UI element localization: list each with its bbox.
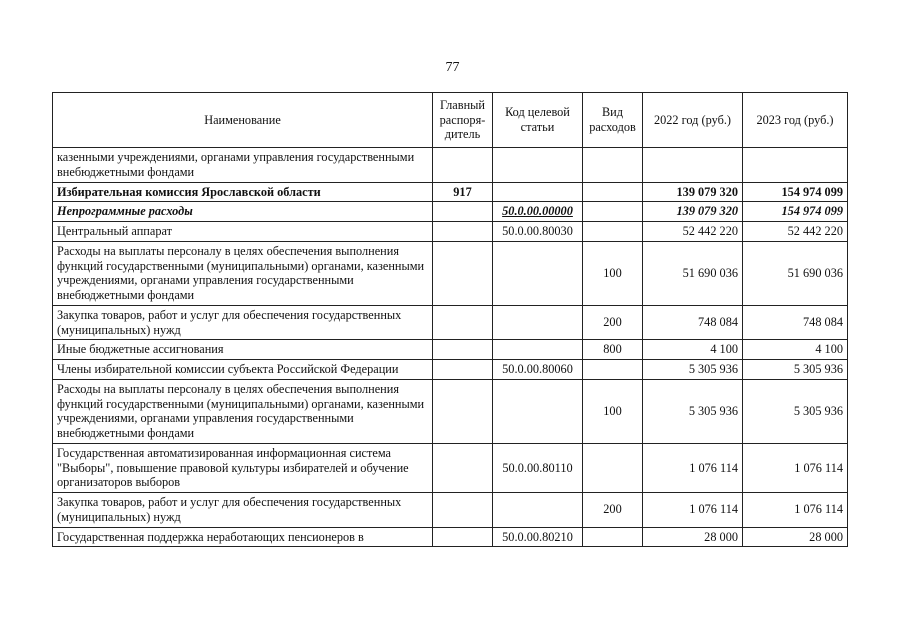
row-manager	[433, 202, 493, 222]
row-expense-type	[583, 443, 643, 492]
header-manager: Главный распоря-дитель	[433, 93, 493, 148]
row-2023: 1 076 114	[743, 493, 848, 528]
table-row	[53, 360, 848, 380]
row-code: 50.0.00.00000	[493, 202, 583, 222]
table-row	[53, 202, 848, 222]
row-name: Избирательная комиссия Ярославской области	[53, 182, 433, 202]
row-manager	[433, 527, 493, 547]
row-manager	[433, 493, 493, 528]
page-number: 77	[445, 60, 460, 75]
row-2022: 5 305 936	[643, 379, 743, 443]
row-manager	[433, 222, 493, 242]
row-code	[493, 241, 583, 305]
row-code	[493, 148, 583, 183]
header-name: Наименование	[53, 93, 433, 148]
row-manager	[433, 148, 493, 183]
row-name: казенными учреждениями, органами управления государственными внебюджетными фондами	[53, 148, 433, 183]
row-manager	[433, 443, 493, 492]
table-row	[53, 443, 848, 492]
table-row	[53, 305, 848, 340]
row-expense-type	[583, 148, 643, 183]
row-2023: 52 442 220	[743, 222, 848, 242]
row-name: Государственная поддержка неработающих пенсионеров в	[53, 527, 433, 547]
row-code: 50.0.00.80210	[493, 527, 583, 547]
row-2023	[743, 148, 848, 183]
row-2022: 1 076 114	[643, 493, 743, 528]
table-row	[53, 222, 848, 242]
row-2022: 139 079 320	[643, 182, 743, 202]
row-expense-type	[583, 360, 643, 380]
row-2023: 748 084	[743, 305, 848, 340]
row-expense-type	[583, 527, 643, 547]
row-2022: 1 076 114	[643, 443, 743, 492]
row-expense-type	[583, 202, 643, 222]
row-name: Непрограммные расходы	[53, 202, 433, 222]
row-2022	[643, 148, 743, 183]
header-2023: 2023 год (руб.)	[743, 93, 848, 148]
row-expense-type: 100	[583, 241, 643, 305]
row-expense-type: 100	[583, 379, 643, 443]
table-row	[53, 241, 848, 305]
row-code: 50.0.00.80060	[493, 360, 583, 380]
row-expense-type	[583, 182, 643, 202]
table-row	[53, 148, 848, 183]
row-code	[493, 379, 583, 443]
row-code	[493, 340, 583, 360]
header-code: Код целевой статьи	[493, 93, 583, 148]
header-expense-type: Вид расходов	[583, 93, 643, 148]
row-name: Закупка товаров, работ и услуг для обеспечения государственных (муниципальных) нужд	[53, 493, 433, 528]
table-row	[53, 340, 848, 360]
table-row	[53, 493, 848, 528]
row-manager	[433, 360, 493, 380]
row-manager	[433, 340, 493, 360]
row-code: 50.0.00.80030	[493, 222, 583, 242]
row-code: 50.0.00.80110	[493, 443, 583, 492]
header-2022: 2022 год (руб.)	[643, 93, 743, 148]
row-manager	[433, 305, 493, 340]
row-code	[493, 493, 583, 528]
row-2022: 139 079 320	[643, 202, 743, 222]
row-manager	[433, 241, 493, 305]
row-2022: 28 000	[643, 527, 743, 547]
table-row	[53, 527, 848, 547]
row-expense-type	[583, 222, 643, 242]
row-manager	[433, 379, 493, 443]
budget-table	[52, 92, 848, 547]
row-name: Иные бюджетные ассигнования	[53, 340, 433, 360]
row-expense-type: 200	[583, 305, 643, 340]
row-name: Закупка товаров, работ и услуг для обеспечения государственных (муниципальных) нужд	[53, 305, 433, 340]
row-2023: 51 690 036	[743, 241, 848, 305]
row-expense-type: 800	[583, 340, 643, 360]
row-name: Государственная автоматизированная информационная система "Выборы", повышение правовой культуры избирателей и обучение организаторов выборов	[53, 443, 433, 492]
row-2022: 52 442 220	[643, 222, 743, 242]
row-2023: 28 000	[743, 527, 848, 547]
row-expense-type: 200	[583, 493, 643, 528]
row-2023: 1 076 114	[743, 443, 848, 492]
row-2023: 154 974 099	[743, 182, 848, 202]
row-name: Расходы на выплаты персоналу в целях обеспечения выполнения функций государственными (муниципальными) органами, казенными учреждениями, органами управления государственными внебюджетными фондами	[53, 379, 433, 443]
row-manager: 917	[433, 182, 493, 202]
row-2023: 5 305 936	[743, 360, 848, 380]
table-row	[53, 379, 848, 443]
table-row	[53, 182, 848, 202]
row-2023: 5 305 936	[743, 379, 848, 443]
row-2022: 4 100	[643, 340, 743, 360]
table-header-row	[53, 93, 848, 148]
row-name: Центральный аппарат	[53, 222, 433, 242]
row-2023: 154 974 099	[743, 202, 848, 222]
row-2022: 5 305 936	[643, 360, 743, 380]
row-2022: 748 084	[643, 305, 743, 340]
row-code	[493, 305, 583, 340]
row-name: Расходы на выплаты персоналу в целях обеспечения выполнения функций государственными (муниципальными) органами, казенными учреждениями, органами управления государственными внебюджетными фондами	[53, 241, 433, 305]
row-name: Члены избирательной комиссии субъекта Российской Федерации	[53, 360, 433, 380]
row-2023: 4 100	[743, 340, 848, 360]
row-code	[493, 182, 583, 202]
row-2022: 51 690 036	[643, 241, 743, 305]
